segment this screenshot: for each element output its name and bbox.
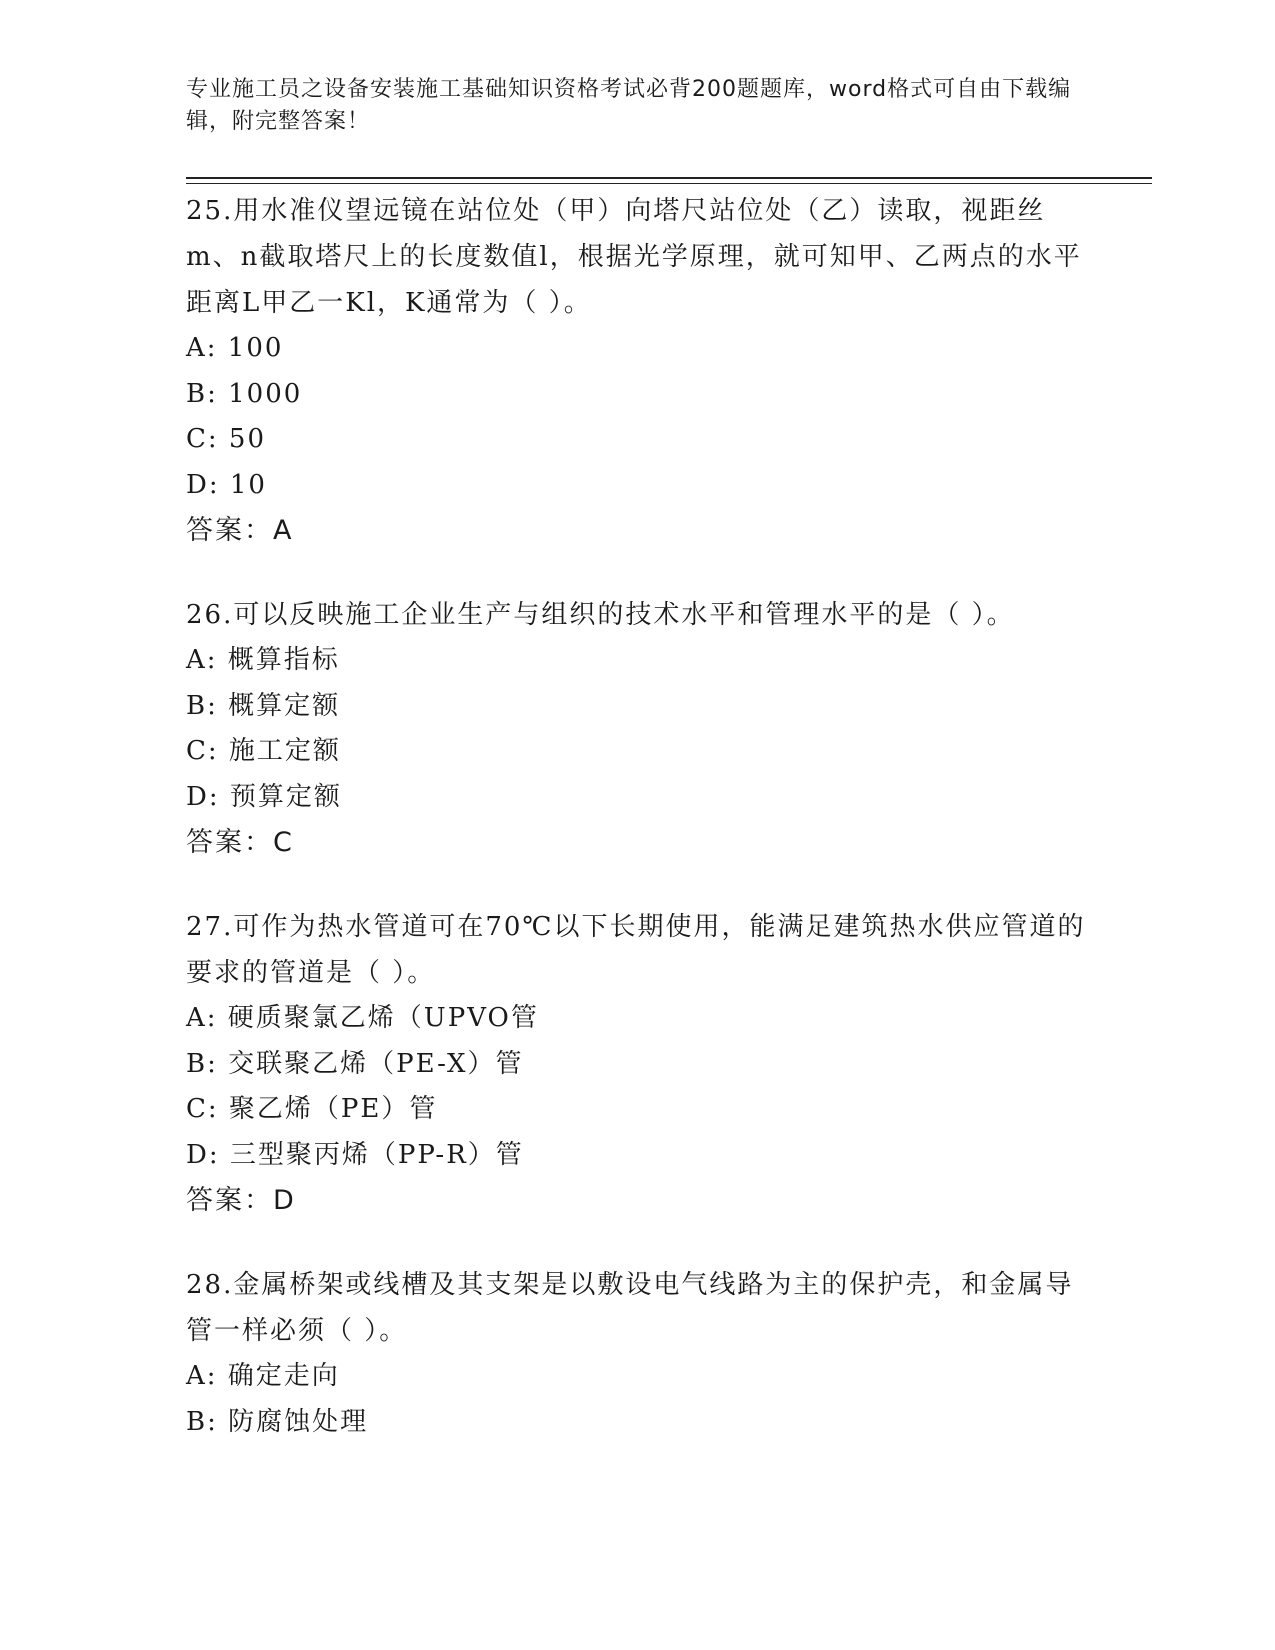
document-header: 专业施工员之设备安装施工基础知识资格考试必背200题题库，word格式可自由下载编辑，附完整答案！: [186, 77, 1072, 134]
header-divider-thick: [186, 177, 1152, 179]
option-b: B: 1000: [186, 378, 303, 409]
option-c: C: 50: [186, 424, 267, 454]
question-25: [186, 188, 1086, 554]
question-list: [186, 188, 1086, 1483]
option-a: A: 确定走向: [186, 1361, 340, 1391]
option-d: D: 预算定额: [186, 781, 342, 812]
answer-line: 答案：D: [186, 1185, 296, 1216]
option-c: C: 聚乙烯（PE）管: [186, 1094, 438, 1124]
question-stem: 28.金属桥架或线槽及其支架是以敷设电气线路为主的保护壳，和金属导管一样必须（ ）。: [186, 1270, 1074, 1346]
option-a: A: 100: [186, 333, 284, 363]
question-stem: 26.可以反映施工企业生产与组织的技术水平和管理水平的是（ ）。: [186, 600, 1015, 630]
option-d: D: 三型聚丙烯（PP-R）管: [186, 1139, 524, 1170]
option-b: B: 概算定额: [186, 690, 341, 721]
option-b: B: 交联聚乙烯（PE-X）管: [186, 1048, 524, 1079]
option-a: A: 概算指标: [186, 645, 340, 675]
question-28: [186, 1262, 1086, 1445]
option-c: C: 施工定额: [186, 736, 341, 766]
question-stem: 27.可作为热水管道可在70℃以下长期使用，能满足建筑热水供应管道的要求的管道是（ ）。: [186, 912, 1086, 988]
option-b: B: 防腐蚀处理: [186, 1406, 369, 1437]
question-26: [186, 592, 1086, 866]
question-27: [186, 904, 1086, 1224]
option-a: A: 硬质聚氯乙烯（UPVO管: [186, 1003, 539, 1033]
header-divider-thin: [186, 183, 1152, 184]
answer-line: 答案：C: [186, 827, 294, 858]
option-d: D: 10: [186, 469, 267, 500]
answer-line: 答案：A: [186, 515, 294, 546]
question-stem: 25.用水准仪望远镜在站位处（甲）向塔尺站位处（乙）读取，视距丝m、n截取塔尺上的长度数值l，根据光学原理，就可知甲、乙两点的水平距离L甲乙一Kl，K通常为（ ）。: [186, 196, 1082, 318]
